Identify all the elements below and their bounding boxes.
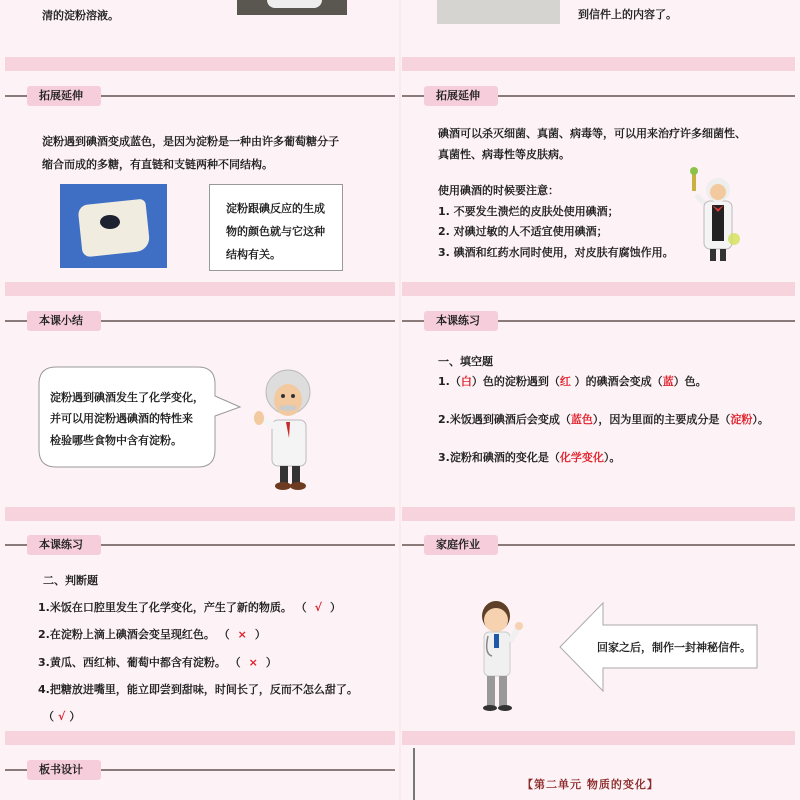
question-1: [438, 375, 707, 389]
slide-separator: [5, 57, 395, 71]
q-text: ），因为里面的主要成分是（: [592, 413, 731, 426]
q-text: 2.米饭遇到碘酒后会变成（: [438, 413, 571, 426]
q-text: ）色的淀粉遇到（: [471, 375, 560, 388]
slide-separator: [402, 282, 795, 296]
item-text: ）: [330, 601, 342, 614]
q-text: ）。: [603, 451, 621, 464]
item-text: 1.米饭在口腔里发生了化学变化，产生了新的物质。 （: [38, 601, 307, 614]
note-line: 物的颜色就与它这种: [226, 225, 325, 238]
item-text: ）: [265, 656, 277, 669]
practice-heading: 一、填空题: [438, 355, 493, 368]
item-text: ）: [254, 628, 266, 641]
top-right-text: 到信件上的内容了。: [578, 8, 677, 21]
question-2: [438, 413, 769, 427]
slide-separator: [402, 731, 795, 745]
note-line: 淀粉跟碘反应的生成: [226, 202, 325, 215]
slide-separator: [5, 507, 395, 521]
scientist-illustration: [686, 165, 748, 265]
column-divider: [399, 0, 401, 800]
notice-heading: 使用碘酒的时候要注意：: [438, 184, 559, 197]
q-text: ）的碘酒会变成（: [570, 375, 663, 388]
cross-mark: ×: [237, 628, 247, 641]
section-tag: 本课练习: [424, 311, 498, 331]
q-text: 3.淀粉和碘酒的变化是（: [438, 451, 560, 464]
answer: 蓝: [662, 375, 674, 388]
starch-iodine-photo: [60, 184, 167, 268]
item-text: 2.在淀粉上滴上碘酒会变呈现红色。 （: [38, 628, 230, 641]
item-text: ）: [69, 710, 81, 723]
note-box: [209, 184, 343, 271]
section-tag: 本课小结: [27, 311, 101, 331]
notice-item: 2. 对碘过敏的人不适宜使用碘酒；: [438, 225, 608, 238]
question-3: [438, 451, 620, 465]
top-left-text: 清的淀粉溶液。: [42, 9, 119, 22]
practice-heading: 二、判断题: [43, 574, 98, 587]
note-line: 结构有关。: [226, 248, 281, 261]
summary-line: 淀粉遇到碘酒发生了化学变化，: [50, 391, 204, 404]
slide-separator: [402, 57, 795, 71]
q-text: ）。: [752, 413, 769, 426]
vertical-line: [413, 748, 415, 800]
paragraph-line: 碘酒可以杀灭细菌、真菌、病毒等，可以用来治疗许多细菌性、: [438, 127, 746, 140]
scientist-illustration: [250, 366, 322, 492]
starch-solution-photo: [237, 0, 347, 15]
q-text: ）色。: [673, 375, 707, 388]
answer: 红: [559, 375, 571, 388]
check-mark: √: [58, 710, 66, 723]
answer: 蓝色: [570, 413, 593, 426]
item-text: 3.黄瓜、西红柿、葡萄中都含有淀粉。 （: [38, 656, 241, 669]
notice-item: 3. 碘酒和红药水同时使用，对皮肤有腐蚀作用。: [438, 246, 674, 259]
item-text: （: [43, 710, 54, 723]
letter-photo: [437, 0, 560, 24]
answer: 白: [460, 375, 472, 388]
summary-line: 并可以用淀粉遇碘酒的特性来: [50, 412, 193, 425]
judge-item: [38, 656, 277, 670]
notice-item: 1. 不要发生溃烂的皮肤处使用碘酒；: [438, 205, 619, 218]
homework-text: 回家之后，制作一封神秘信件。: [597, 641, 751, 654]
section-tag: 拓展延伸: [27, 86, 101, 106]
judge-item: [38, 628, 266, 642]
summary-line: 检验哪些食物中含有淀粉。: [50, 434, 182, 447]
check-mark: √: [314, 601, 323, 614]
doctor-illustration: [474, 598, 530, 714]
judge-item: [38, 601, 341, 615]
answer: 化学变化: [559, 451, 604, 464]
slide-separator: [5, 731, 395, 745]
cross-mark: ×: [248, 656, 258, 669]
section-tag: 本课练习: [27, 535, 101, 555]
paragraph-line: 缩合而成的多糖，有直链和支链两种不同结构。: [42, 158, 273, 171]
section-tag: 板书设计: [27, 760, 101, 780]
judge-item: 4.把糖放进嘴里，能立即尝到甜味，时间长了，反而不怎么甜了。: [38, 683, 358, 696]
judge-item-answer: [43, 710, 80, 724]
paragraph-line: 淀粉遇到碘酒变成蓝色，是因为淀粉是一种由许多葡萄糖分子: [42, 135, 339, 148]
section-tag: 拓展延伸: [424, 86, 498, 106]
q-text: 1.（: [438, 375, 461, 388]
paragraph-line: 真菌性、病毒性等皮肤病。: [438, 148, 570, 161]
slide-separator: [5, 282, 395, 296]
section-tag: 家庭作业: [424, 535, 498, 555]
board-title: 【第二单元 物质的变化】: [522, 778, 659, 791]
slide-separator: [402, 507, 795, 521]
answer: 淀粉: [730, 413, 753, 426]
